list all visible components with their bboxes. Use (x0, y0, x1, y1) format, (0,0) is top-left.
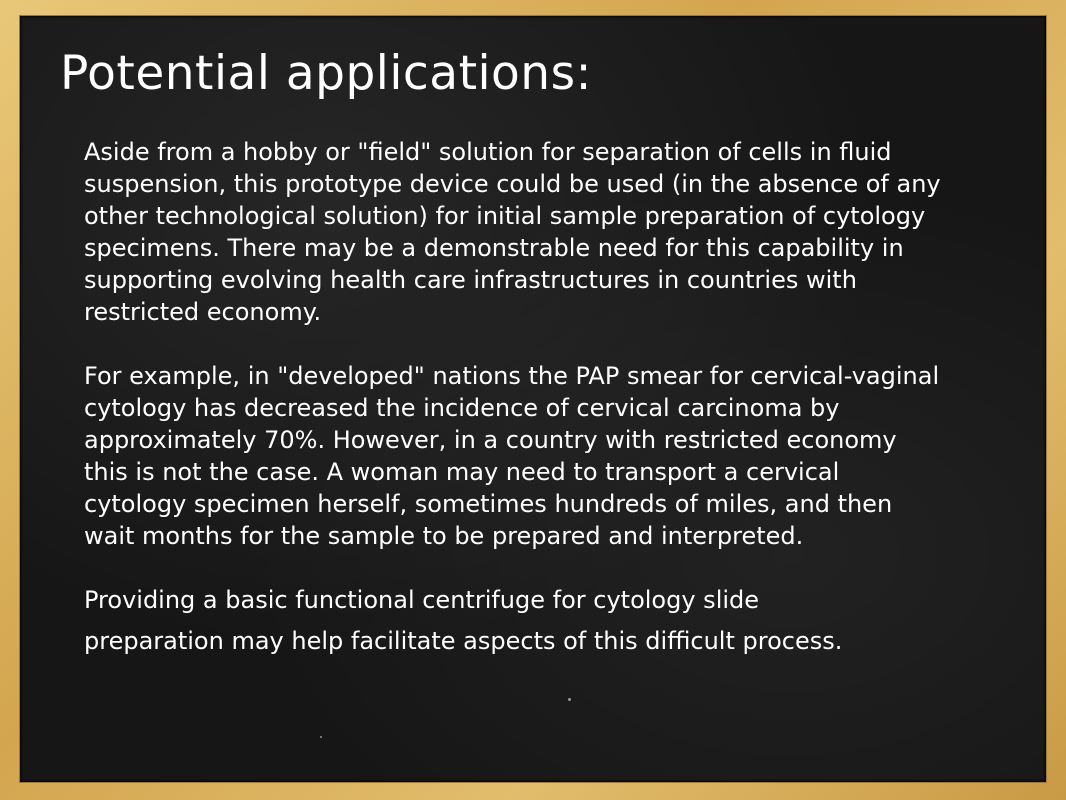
slide-body (84, 136, 1004, 657)
slide-title: Potential applications: (60, 46, 592, 101)
chalk-dust-speck (320, 736, 322, 738)
text-line: wait months for the sample to be prepared and interpreted. (84, 522, 804, 550)
paragraph-example (84, 360, 1004, 552)
chalkboard (20, 16, 1046, 782)
text-line: cytology has decreased the incidence of cervical carcinoma by (84, 394, 840, 422)
text-line: suspension, this prototype device could be used (in the absence of any (84, 170, 941, 198)
text-line: Aside from a hobby or "field" solution for separation of cells in fluid (84, 138, 892, 166)
paragraph-spacer (84, 328, 1004, 360)
text-line: other technological solution) for initial sample preparation of cytology (84, 202, 926, 230)
text-line: this is not the case. A woman may need to transport a cervical (84, 458, 840, 486)
text-line: preparation may help facilitate aspects of this difficult process. (84, 627, 843, 655)
text-line: restricted economy. (84, 298, 322, 326)
text-line: specimens. There may be a demonstrable need for this capability in (84, 234, 904, 262)
paragraph-intro (84, 136, 1004, 328)
text-line: approximately 70%. However, in a country with restricted economy (84, 426, 897, 454)
chalk-dust-speck (568, 698, 571, 701)
text-line: Providing a basic functional centrifuge for cytology slide (84, 586, 760, 614)
text-line: cytology specimen herself, sometimes hundreds of miles, and then (84, 490, 893, 518)
paragraph-spacer (84, 552, 1004, 584)
paragraph-closing (84, 584, 1004, 657)
text-line: For example, in "developed" nations the PAP smear for cervical-vaginal (84, 362, 940, 390)
text-line: supporting evolving health care infrastructures in countries with (84, 266, 857, 294)
